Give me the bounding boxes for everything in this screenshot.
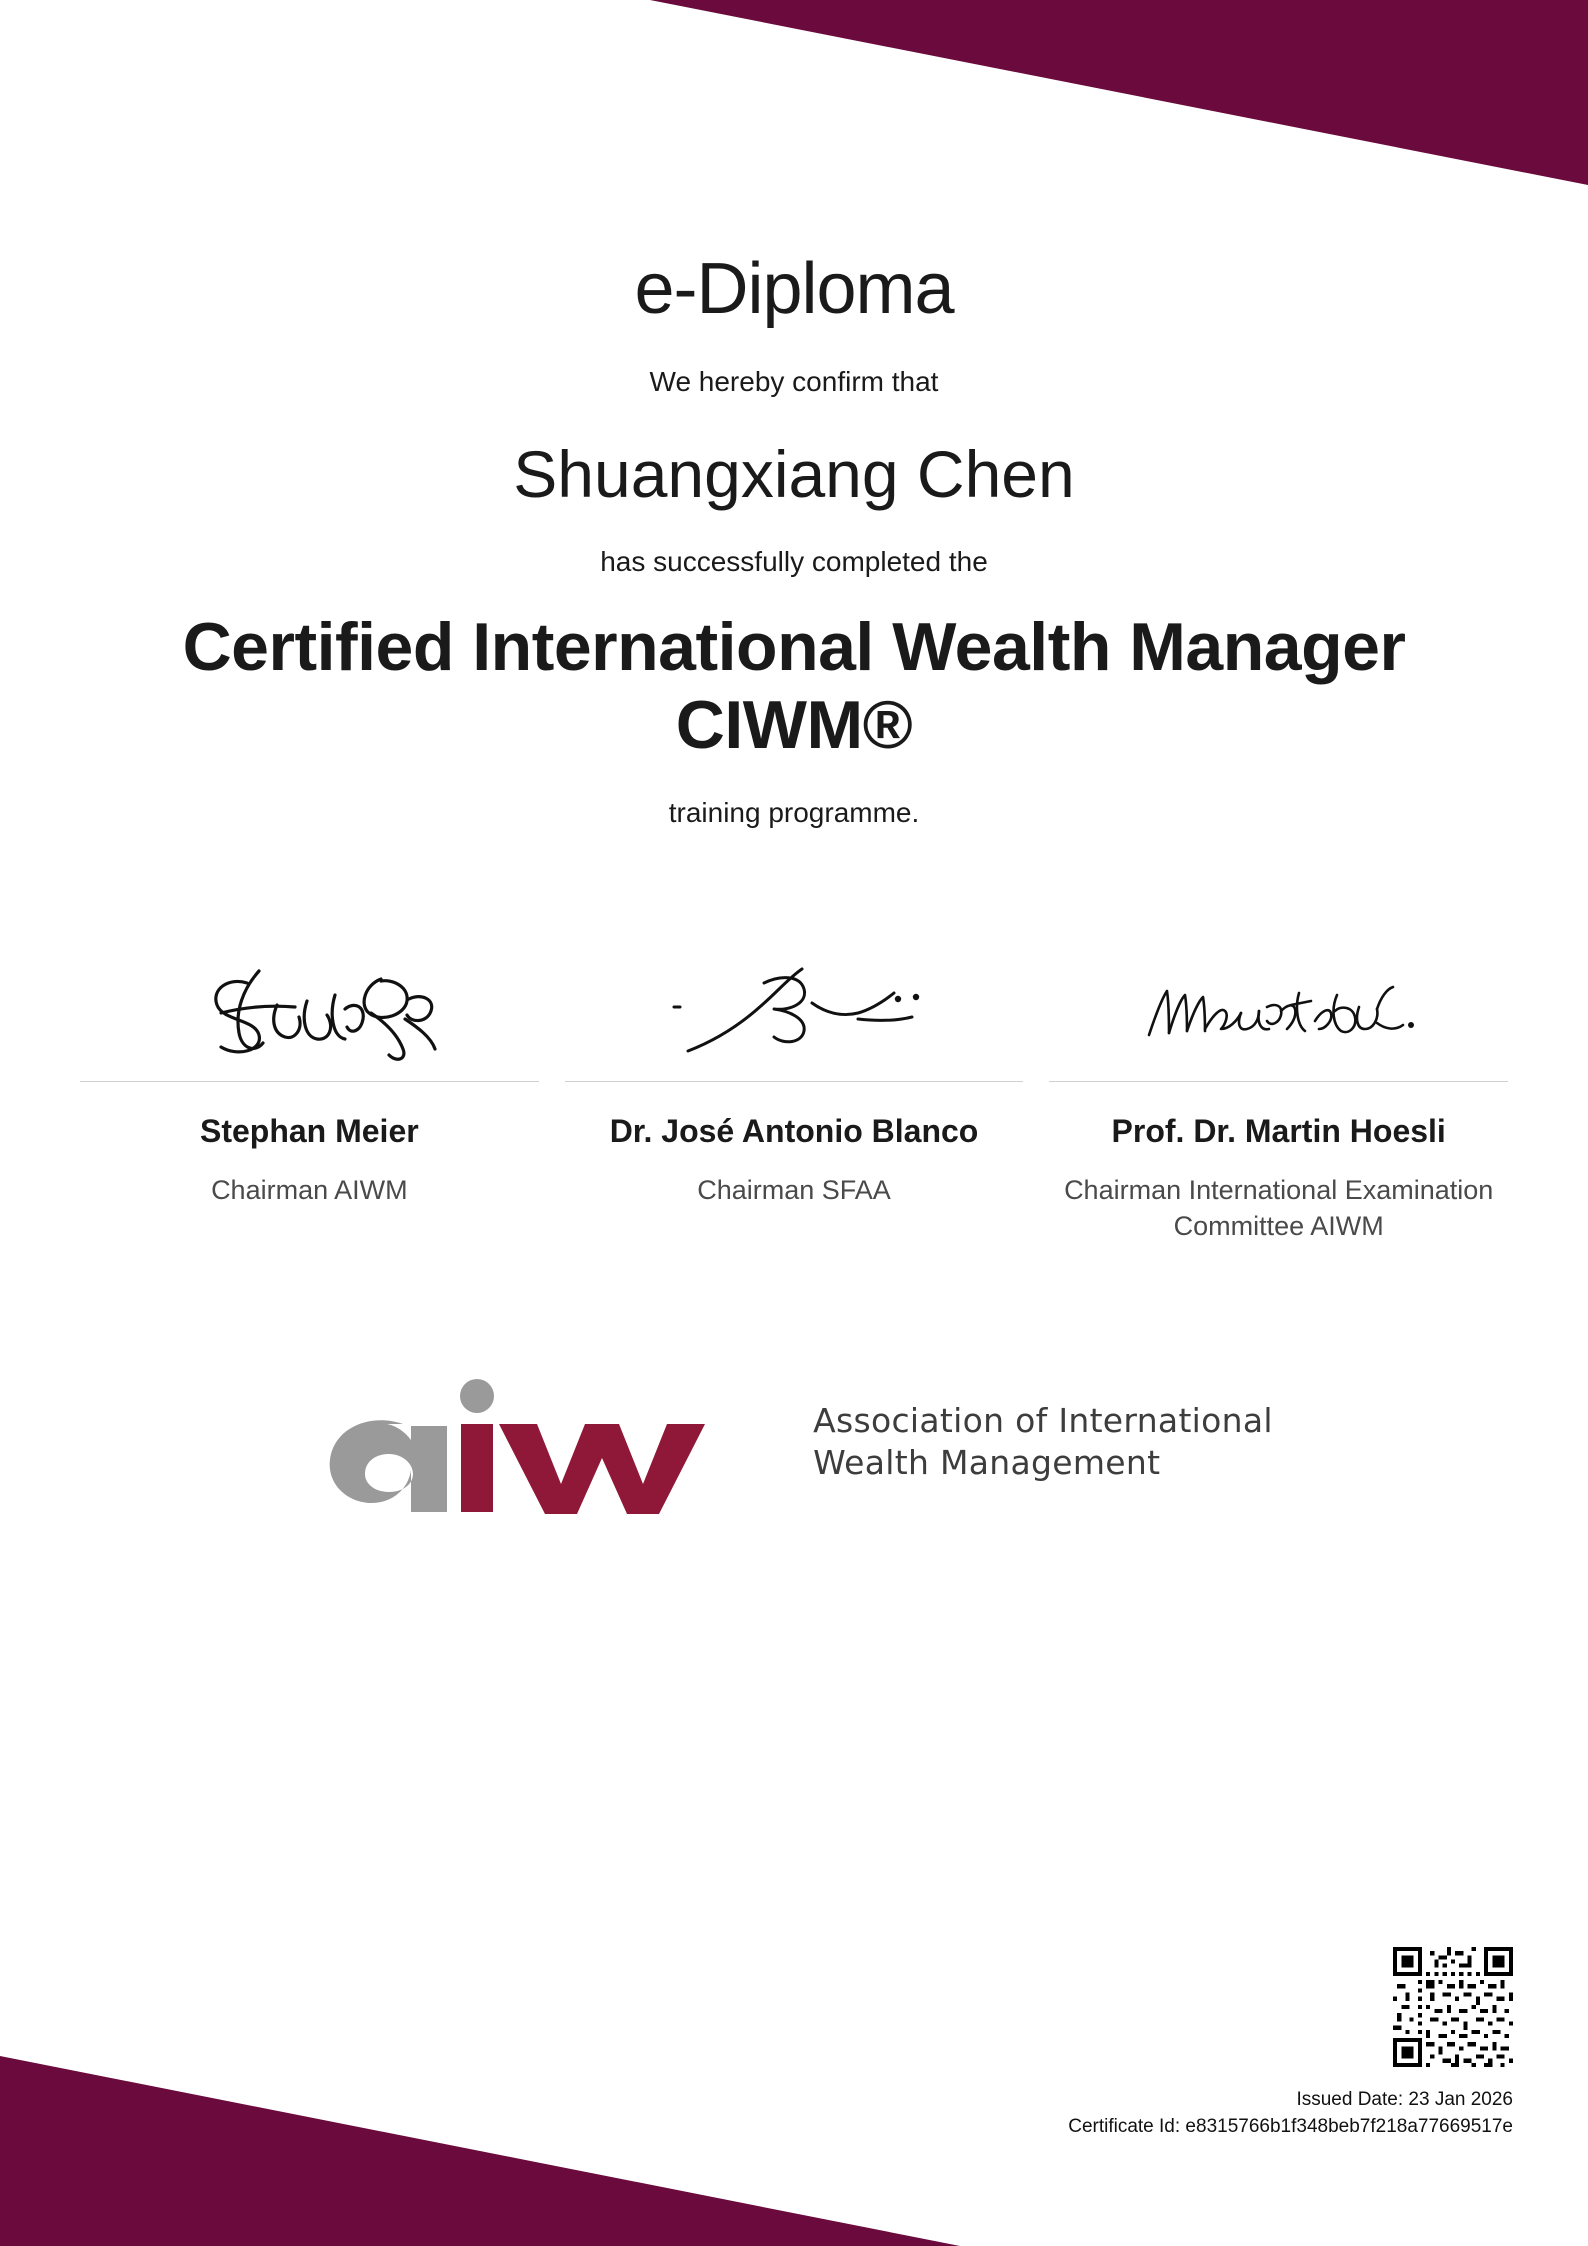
signatory-role-2: Chairman SFAA <box>697 1174 891 1205</box>
programme-suffix: training programme. <box>668 796 920 828</box>
signatory-name-1: Stephan Meier <box>199 1112 419 1149</box>
signature-martin-hoesli-icon <box>1049 939 1508 1069</box>
signature-rule-3 <box>1049 1081 1508 1082</box>
signatory-role-3: Chairman International Examination Committee AIWM <box>1064 1174 1494 1241</box>
signatory-name-3: Prof. Dr. Martin Hoesli <box>1111 1112 1446 1149</box>
programme-name: Certified International Wealth Manager CIWM® <box>182 609 1406 764</box>
signatory-block-2 <box>565 939 1024 1245</box>
signatory-name-2: Dr. José Antonio Blanco <box>609 1112 979 1149</box>
signature-row <box>80 939 1508 1245</box>
signature-rule-2 <box>565 1081 1024 1082</box>
issued-date: Issued Date: 23 Jan 2026 <box>1296 2088 1513 2110</box>
logo-block <box>75 1362 1513 1522</box>
qr-code-icon <box>1393 1947 1513 2067</box>
signatory-block-3 <box>1049 939 1508 1245</box>
signatory-block-1 <box>80 939 539 1245</box>
page-title: e-Diploma <box>634 249 954 329</box>
signatory-role-1: Chairman AIWM <box>211 1174 408 1205</box>
confirm-line: We hereby confirm that <box>649 365 939 397</box>
signature-jose-antonio-blanco-icon <box>565 939 1024 1069</box>
completed-line: has successfully completed the <box>600 546 988 578</box>
logo-name-line-1: Association of International <box>813 1401 1273 1441</box>
certificate-footer <box>1068 1947 1513 2141</box>
logo-text <box>813 1400 1273 1484</box>
certificate-id: Certificate Id: e8315766b1f348beb7f218a77669517e <box>1068 2116 1513 2138</box>
logo-name-line-2: Wealth Management <box>813 1443 1161 1483</box>
signature-rule-1 <box>80 1081 539 1082</box>
aiwm-logo-icon <box>315 1362 1273 1522</box>
recipient-name: Shuangxiang Chen <box>513 436 1075 511</box>
signature-stephan-meier-icon <box>80 939 539 1069</box>
